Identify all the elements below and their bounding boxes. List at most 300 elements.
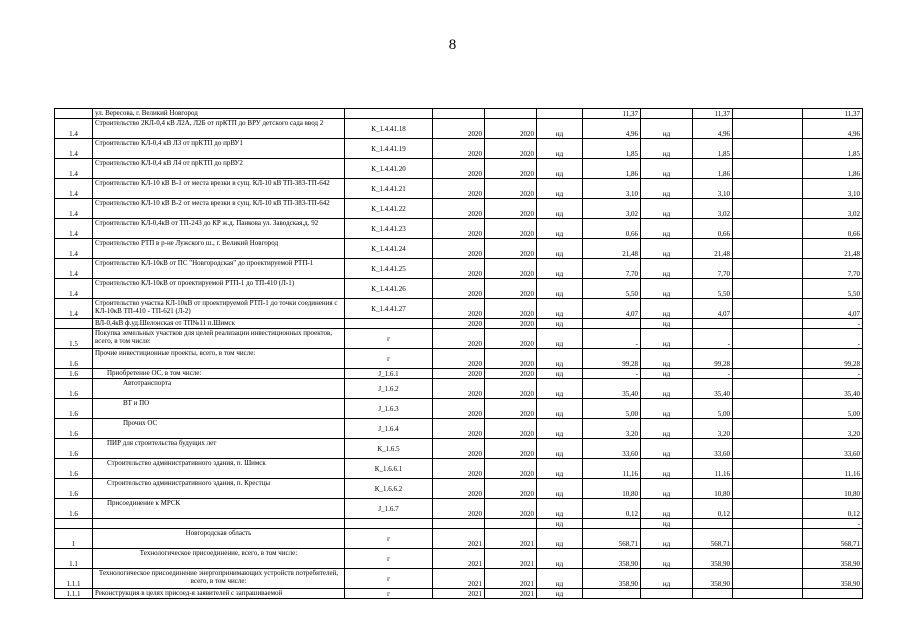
start-year: 2021 <box>468 540 482 548</box>
end-year: 2020 <box>520 290 534 298</box>
empty-cell <box>733 479 803 499</box>
project-name: Строительство КЛ-10 кВ В-2 от места врезки в сущ. КЛ-10 кВ ТП-383-ТП-642 <box>95 199 330 207</box>
total-value: 33,60 <box>844 450 860 458</box>
fact-value: 0,66 <box>717 230 730 238</box>
plan-value: 35,40 <box>622 390 638 398</box>
project-name-cell <box>93 199 345 219</box>
plan-note: нд <box>555 510 564 518</box>
start-year-cell <box>433 369 485 379</box>
fact-note: нд <box>662 560 671 568</box>
start-year-cell <box>433 279 485 299</box>
project-name: Технологическое присоединение, всего, в том числе: <box>139 549 298 557</box>
start-year: 2020 <box>468 130 482 138</box>
project-code-cell <box>345 219 433 239</box>
fact-note: нд <box>662 520 671 528</box>
end-year: 2020 <box>520 430 534 438</box>
project-name-cell <box>93 549 345 569</box>
empty-cell <box>733 499 803 519</box>
fact-value-cell <box>693 349 733 369</box>
start-year-cell <box>433 139 485 159</box>
row-number: 1.4 <box>69 210 78 218</box>
fact-value-cell <box>693 369 733 379</box>
project-code: J_1.6.7 <box>378 504 399 513</box>
row-number-cell <box>55 139 93 159</box>
plan-note: нд <box>555 130 564 138</box>
table-row <box>55 549 863 569</box>
plan-value: 3,10 <box>625 190 638 198</box>
fact-note-cell <box>641 159 693 179</box>
total-value: 358,90 <box>840 580 860 588</box>
empty-cell <box>733 259 803 279</box>
fact-value: 33,60 <box>714 450 730 458</box>
project-code-cell <box>345 299 433 319</box>
total-value-cell <box>803 479 863 499</box>
total-value-cell <box>803 499 863 519</box>
project-code: К_1.4.41.23 <box>371 224 406 233</box>
plan-note-cell <box>537 549 583 569</box>
project-name: Реконструкция в целях присоед-я заявителей с запрашиваемой <box>95 589 283 597</box>
plan-note-cell <box>537 109 583 119</box>
fact-note-cell <box>641 219 693 239</box>
project-code: К_1.4.41.24 <box>371 244 406 253</box>
total-value: 99,28 <box>844 360 860 368</box>
row-number: 1.4 <box>69 170 78 178</box>
plan-note-cell <box>537 399 583 419</box>
table-row <box>55 419 863 439</box>
table-row <box>55 349 863 369</box>
plan-value-cell <box>583 369 641 379</box>
plan-note-cell <box>537 279 583 299</box>
plan-note-cell <box>537 159 583 179</box>
start-year-cell <box>433 199 485 219</box>
end-year: 2020 <box>520 170 534 178</box>
plan-note-cell <box>537 349 583 369</box>
row-number: 1.4 <box>69 150 78 158</box>
fact-note: нд <box>662 210 671 218</box>
fact-value: 99,28 <box>714 360 730 368</box>
project-code-cell <box>345 459 433 479</box>
empty-cell <box>733 379 803 399</box>
plan-note: нд <box>555 370 564 378</box>
total-value: 10,80 <box>844 490 860 498</box>
fact-value: 1,85 <box>717 150 730 158</box>
fact-note: нд <box>662 290 671 298</box>
start-year-cell <box>433 259 485 279</box>
fact-value-cell <box>693 239 733 259</box>
plan-note: нд <box>555 410 564 418</box>
row-number: 1.6 <box>69 470 78 478</box>
fact-note: нд <box>662 250 671 258</box>
table-row <box>55 499 863 519</box>
start-year: 2020 <box>468 210 482 218</box>
start-year-cell <box>433 119 485 139</box>
start-year: 2020 <box>468 510 482 518</box>
total-value: 3,20 <box>847 430 860 438</box>
fact-note-cell <box>641 589 693 599</box>
total-value-cell <box>803 589 863 599</box>
table-row <box>55 239 863 259</box>
plan-value: 358,90 <box>618 560 638 568</box>
total-value-cell <box>803 119 863 139</box>
plan-note-cell <box>537 589 583 599</box>
end-year-cell <box>485 589 537 599</box>
plan-note-cell <box>537 259 583 279</box>
start-year-cell <box>433 499 485 519</box>
fact-value-cell <box>693 549 733 569</box>
row-number-cell <box>55 239 93 259</box>
fact-value: 0,12 <box>717 510 730 518</box>
row-number-cell <box>55 439 93 459</box>
fact-value-cell <box>693 159 733 179</box>
project-name: ВЛ-0,4кВ ф.уд.Шелонская от ТП№11 п.Шимск <box>95 319 236 327</box>
start-year: 2021 <box>468 590 482 598</box>
project-code: К_1.4.41.27 <box>371 304 406 313</box>
end-year-cell <box>485 459 537 479</box>
start-year: 2020 <box>468 270 482 278</box>
fact-value-cell <box>693 519 733 529</box>
plan-value: 4,96 <box>625 130 638 138</box>
project-code: К_1.6.5 <box>377 444 400 453</box>
row-number-cell <box>55 159 93 179</box>
project-name-cell <box>93 179 345 199</box>
fact-value-cell <box>693 319 733 329</box>
fact-note-cell <box>641 549 693 569</box>
plan-value: 568,71 <box>618 540 638 548</box>
fact-value: 3,02 <box>717 210 730 218</box>
total-value-cell <box>803 439 863 459</box>
plan-note: нд <box>555 390 564 398</box>
start-year-cell <box>433 299 485 319</box>
project-name-cell <box>93 119 345 139</box>
project-code-cell <box>345 119 433 139</box>
row-number: 1.4 <box>69 130 78 138</box>
end-year: 2020 <box>520 250 534 258</box>
fact-note-cell <box>641 109 693 119</box>
start-year: 2020 <box>468 450 482 458</box>
project-code-cell <box>345 519 433 529</box>
fact-note-cell <box>641 139 693 159</box>
total-value: - <box>857 340 860 348</box>
fact-value-cell <box>693 439 733 459</box>
plan-value: 5,00 <box>625 410 638 418</box>
project-code: г <box>387 534 390 543</box>
fact-value-cell <box>693 379 733 399</box>
empty-cell <box>733 319 803 329</box>
end-year: 2020 <box>520 150 534 158</box>
fact-note-cell <box>641 529 693 549</box>
fact-note: нд <box>662 450 671 458</box>
row-number-cell <box>55 319 93 329</box>
empty-cell <box>733 119 803 139</box>
table-row <box>55 179 863 199</box>
fact-value-cell <box>693 179 733 199</box>
end-year: 2020 <box>520 470 534 478</box>
plan-note: нд <box>555 360 564 368</box>
fact-value: 3,10 <box>717 190 730 198</box>
start-year: 2020 <box>468 370 482 378</box>
plan-value: - <box>635 370 638 378</box>
project-name-cell <box>93 379 345 399</box>
plan-note: нд <box>555 580 564 588</box>
project-name-cell <box>93 139 345 159</box>
fact-note-cell <box>641 299 693 319</box>
row-number-cell <box>55 529 93 549</box>
total-value: 568,71 <box>840 540 860 548</box>
row-number-cell <box>55 379 93 399</box>
fact-value: 4,07 <box>717 310 730 318</box>
start-year: 2020 <box>468 290 482 298</box>
table-row <box>55 369 863 379</box>
start-year: 2020 <box>468 190 482 198</box>
plan-value-cell <box>583 419 641 439</box>
project-code-cell <box>345 439 433 459</box>
row-number-cell <box>55 399 93 419</box>
fact-note: нд <box>662 190 671 198</box>
fact-value-cell <box>693 219 733 239</box>
fact-value-cell <box>693 299 733 319</box>
start-year: 2020 <box>468 310 482 318</box>
end-year-cell <box>485 219 537 239</box>
project-code-cell <box>345 479 433 499</box>
project-code-cell <box>345 319 433 329</box>
table-row <box>55 199 863 219</box>
end-year-cell <box>485 549 537 569</box>
plan-note: нд <box>555 230 564 238</box>
table-row <box>55 459 863 479</box>
row-number-cell <box>55 179 93 199</box>
fact-value-cell <box>693 109 733 119</box>
total-value: 3,02 <box>847 210 860 218</box>
plan-note-cell <box>537 199 583 219</box>
project-code-cell <box>345 279 433 299</box>
row-number: 1.1.1 <box>66 590 81 598</box>
total-value: 11,37 <box>844 110 860 118</box>
empty-cell <box>733 419 803 439</box>
fact-note: нд <box>662 360 671 368</box>
plan-note-cell <box>537 239 583 259</box>
row-number: 1.4 <box>69 250 78 258</box>
fact-value-cell <box>693 589 733 599</box>
fact-value-cell <box>693 399 733 419</box>
start-year: 2020 <box>468 490 482 498</box>
fact-note-cell <box>641 419 693 439</box>
table-row <box>55 569 863 589</box>
fact-note-cell <box>641 349 693 369</box>
empty-cell <box>733 439 803 459</box>
plan-value: 11,16 <box>622 470 638 478</box>
plan-note-cell <box>537 179 583 199</box>
plan-value-cell <box>583 459 641 479</box>
end-year: 2020 <box>520 190 534 198</box>
project-code: К_1.6.6.1 <box>374 464 403 473</box>
project-name-cell <box>93 439 345 459</box>
end-year: 2020 <box>520 490 534 498</box>
fact-note: нд <box>662 170 671 178</box>
fact-value-cell <box>693 479 733 499</box>
start-year: 2020 <box>468 340 482 348</box>
end-year: 2020 <box>520 130 534 138</box>
fact-note-cell <box>641 569 693 589</box>
plan-value-cell <box>583 329 641 349</box>
start-year: 2020 <box>468 320 482 328</box>
plan-note-cell <box>537 419 583 439</box>
table-row <box>55 259 863 279</box>
start-year-cell <box>433 479 485 499</box>
empty-cell <box>733 239 803 259</box>
project-code-cell <box>345 239 433 259</box>
plan-note-cell <box>537 499 583 519</box>
project-name: Строительство участка КЛ-10кВ от проектируемой РТП-1 до точки соединения с КЛ-10кВ ТП-410 - ТП-621 (Л-2) <box>95 299 338 315</box>
project-name-cell <box>93 279 345 299</box>
total-value: 5,50 <box>847 290 860 298</box>
project-code-cell <box>345 589 433 599</box>
project-code-cell <box>345 179 433 199</box>
project-name-cell <box>93 259 345 279</box>
empty-cell <box>733 199 803 219</box>
start-year-cell <box>433 589 485 599</box>
start-year-cell <box>433 239 485 259</box>
total-value-cell <box>803 199 863 219</box>
end-year-cell <box>485 159 537 179</box>
empty-cell <box>733 519 803 529</box>
total-value-cell <box>803 179 863 199</box>
empty-cell <box>733 159 803 179</box>
project-code: J_1.6.3 <box>378 404 399 413</box>
table-row <box>55 159 863 179</box>
end-year-cell <box>485 239 537 259</box>
project-code-cell <box>345 379 433 399</box>
total-value: 5,00 <box>847 410 860 418</box>
plan-value-cell <box>583 549 641 569</box>
fact-note: нд <box>662 270 671 278</box>
project-name-cell <box>93 109 345 119</box>
row-number: 1.6 <box>69 390 78 398</box>
end-year: 2020 <box>520 340 534 348</box>
plan-note: нд <box>555 490 564 498</box>
plan-value-cell <box>583 159 641 179</box>
plan-note: нд <box>555 170 564 178</box>
empty-cell <box>733 399 803 419</box>
fact-value-cell <box>693 499 733 519</box>
fact-note: нд <box>662 370 671 378</box>
end-year-cell <box>485 109 537 119</box>
plan-value-cell <box>583 259 641 279</box>
plan-note: нд <box>555 540 564 548</box>
total-value: 4,07 <box>847 310 860 318</box>
row-number: 1.4 <box>69 290 78 298</box>
plan-note: нд <box>555 270 564 278</box>
fact-note: нд <box>662 130 671 138</box>
fact-value: 5,00 <box>717 410 730 418</box>
end-year: 2020 <box>520 360 534 368</box>
project-name-cell <box>93 459 345 479</box>
row-number: 1.6 <box>69 490 78 498</box>
plan-value: 3,20 <box>625 430 638 438</box>
project-code: К_1.4.41.18 <box>371 124 406 133</box>
fact-value: 21,48 <box>714 250 730 258</box>
end-year: 2020 <box>520 410 534 418</box>
plan-note: нд <box>555 560 564 568</box>
end-year-cell <box>485 399 537 419</box>
project-name-cell <box>93 499 345 519</box>
project-name-cell <box>93 399 345 419</box>
plan-value: 5,50 <box>625 290 638 298</box>
total-value-cell <box>803 319 863 329</box>
plan-note: нд <box>555 430 564 438</box>
fact-note: нд <box>662 430 671 438</box>
plan-value-cell <box>583 199 641 219</box>
plan-value: 33,60 <box>622 450 638 458</box>
row-number: 1.4 <box>69 270 78 278</box>
total-value: 35,40 <box>844 390 860 398</box>
total-value-cell <box>803 459 863 479</box>
start-year-cell <box>433 529 485 549</box>
page-number: 8 <box>448 37 457 53</box>
total-value-cell <box>803 419 863 439</box>
plan-value-cell <box>583 299 641 319</box>
total-value: - <box>857 320 860 328</box>
plan-value: 11,37 <box>622 110 638 118</box>
project-code-cell <box>345 399 433 419</box>
table-row <box>55 219 863 239</box>
project-code-cell <box>345 139 433 159</box>
start-year-cell <box>433 519 485 529</box>
total-value: 21,48 <box>844 250 860 258</box>
fact-note: нд <box>662 540 671 548</box>
row-number-cell <box>55 479 93 499</box>
end-year-cell <box>485 439 537 459</box>
empty-cell <box>733 139 803 159</box>
project-name-cell <box>93 589 345 599</box>
start-year: 2020 <box>468 410 482 418</box>
end-year: 2020 <box>520 510 534 518</box>
row-number-cell <box>55 279 93 299</box>
plan-note-cell <box>537 119 583 139</box>
fact-value: 3,20 <box>717 430 730 438</box>
end-year-cell <box>485 519 537 529</box>
project-name: Прочих ОС <box>123 419 158 427</box>
project-name: Присоединение к МРСК <box>107 499 181 507</box>
row-number-cell <box>55 549 93 569</box>
start-year: 2021 <box>468 580 482 588</box>
fact-value: 5,50 <box>717 290 730 298</box>
project-code: К_1.4.41.19 <box>371 144 406 153</box>
fact-note: нд <box>662 340 671 348</box>
project-name: ВТ и ПО <box>123 399 150 407</box>
fact-value-cell <box>693 119 733 139</box>
total-value-cell <box>803 279 863 299</box>
plan-value: 3,02 <box>625 210 638 218</box>
row-number-cell <box>55 369 93 379</box>
project-name-cell <box>93 419 345 439</box>
start-year-cell <box>433 109 485 119</box>
empty-cell <box>733 549 803 569</box>
project-code: г <box>387 354 390 363</box>
start-year-cell <box>433 379 485 399</box>
plan-value-cell <box>583 499 641 519</box>
plan-note: нд <box>555 470 564 478</box>
project-name: Строительство КЛ-0,4 кВ Л4 от прКТП до прВУ2 <box>95 159 243 167</box>
plan-value-cell <box>583 569 641 589</box>
total-value-cell <box>803 259 863 279</box>
end-year-cell <box>485 329 537 349</box>
total-value: 11,16 <box>844 470 860 478</box>
project-name: Покупка земельных участков для целей реализации инвестиционных проектов, всего, в том числе: <box>95 329 333 345</box>
table-row <box>55 319 863 329</box>
table-row <box>55 439 863 459</box>
start-year-cell <box>433 319 485 329</box>
fact-value-cell <box>693 419 733 439</box>
